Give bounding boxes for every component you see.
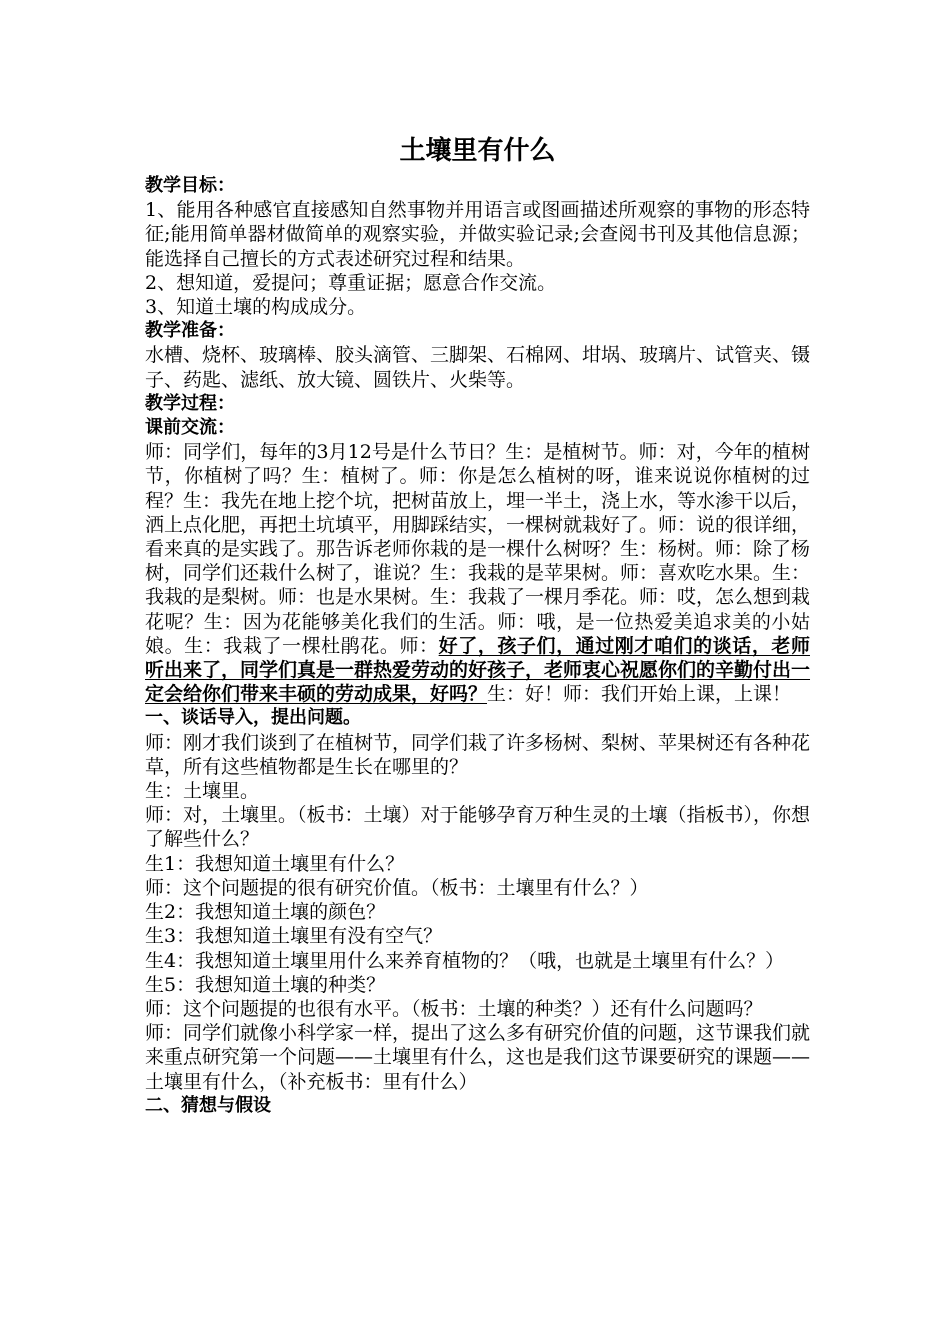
- pre-class-text: 师：同学们，每年的3月12号是什么节日？生：是植树节。师：对，今年的植树节，你植树了吗？生：植树了。师：你是怎么植树的呀，谁来说说你植树的过程？生：我先在地上挖个坑，把树苗放上，埋一半土，浇上水，等水渗干以后，洒上点化肥，再把土坑填平，用脚踩结实，一棵树就栽好了。师：说的很详细，看来真的是实践了。那告诉老师你栽的是一棵什么树呀？生：杨树。师：除了杨树，同学们还栽什么树了，谁说？生：我栽的是苹果树。师：喜欢吃水果。生：我栽的是梨树。师：也是水果树。生：我栽了一棵月季花。师：哎，怎么想到栽花呢？生：因为花能够美化我们的生活。师：哦，是一位热爱美追求美的小姑娘。生：我栽了一棵杜鹃花。师：: [145, 441, 811, 657]
- dialogue-line: 生3：我想知道土壤里有没有空气？: [145, 925, 443, 948]
- dialogue-line: 师：同学们就像小科学家一样，提出了这么多有研究价值的问题，这节课我们就来重点研究第一个问题——土壤里有什么，这也是我们这节课要研究的课题——土壤里有什么，（补充板书：里有什么）: [145, 1022, 811, 1093]
- dialogue-line: 生：土壤里。: [145, 780, 260, 803]
- objective-2: 2、想知道，爱提问；尊重证据；愿意合作交流。: [145, 271, 557, 294]
- prep-text: 水槽、烧杯、玻璃棒、胶头滴管、三脚架、石棉网、坩埚、玻璃片、试管夹、镊子、药匙、滤纸、放大镜、圆铁片、火柴等。: [145, 344, 811, 391]
- dialogue-line: 师：刚才我们谈到了在植树节，同学们栽了许多杨树、梨树、苹果树还有各种花草，所有这些植物都是生长在哪里的？: [145, 731, 811, 778]
- objectives-heading: 教学目标：: [145, 175, 235, 196]
- dialogue-line: 师：这个问题提的也很有水平。（板书：土壤的种类？）还有什么问题吗？: [145, 997, 763, 1020]
- process-heading: 教学过程：: [145, 392, 235, 414]
- dialogue-line: 师：这个问题提的很有研究价值。（板书：土壤里有什么？）: [145, 876, 649, 899]
- dialogue-line: 生4：我想知道土壤里用什么来养育植物的？（哦，也就是土壤里有什么？）: [145, 949, 785, 972]
- dialogue-line: 生2：我想知道土壤的颜色？: [145, 901, 386, 924]
- document-page: [145, 128, 810, 1118]
- dialogue-line: 生1：我想知道土壤里有什么？: [145, 852, 405, 875]
- objective-3: 3、知道土壤的构成成分。: [145, 296, 367, 319]
- dialogue-line: 生5：我想知道土壤的种类？: [145, 973, 386, 996]
- pre-class-tail: 生：好！师：我们开始上课，上课！: [487, 683, 792, 706]
- document-title: 土壤里有什么: [399, 136, 556, 166]
- pre-class-emphasis: 好了，孩子们，通过刚才咱们的谈话，老师听出来了，同学们真是一群热爱劳动的好孩子，老师衷心祝愿你们的辛勤付出一定会给你们带来丰硕的劳动成果，好吗？: [145, 634, 811, 706]
- pre-class-heading: 课前交流：: [145, 417, 235, 439]
- prep-heading: 教学准备：: [145, 320, 235, 342]
- pre-class-paragraph: [145, 440, 810, 706]
- part1-heading: 一、谈话导入，提出问题。: [145, 707, 361, 729]
- objective-1: 1、能用各种感官直接感知自然事物并用语言或图画描述所观察的事物的形态特征;能用简单器材做简单的观察实验，并做实验记录;会查阅书刊及其他信息源；能选择自己擅长的方式表述研究过程和结果。: [145, 199, 810, 270]
- part2-heading: 二、猜想与假设: [145, 1094, 271, 1116]
- dialogue-line: 师：对，土壤里。（板书：土壤）对于能够孕育万种生灵的土壤（指板书），你想了解些什么？: [145, 804, 811, 851]
